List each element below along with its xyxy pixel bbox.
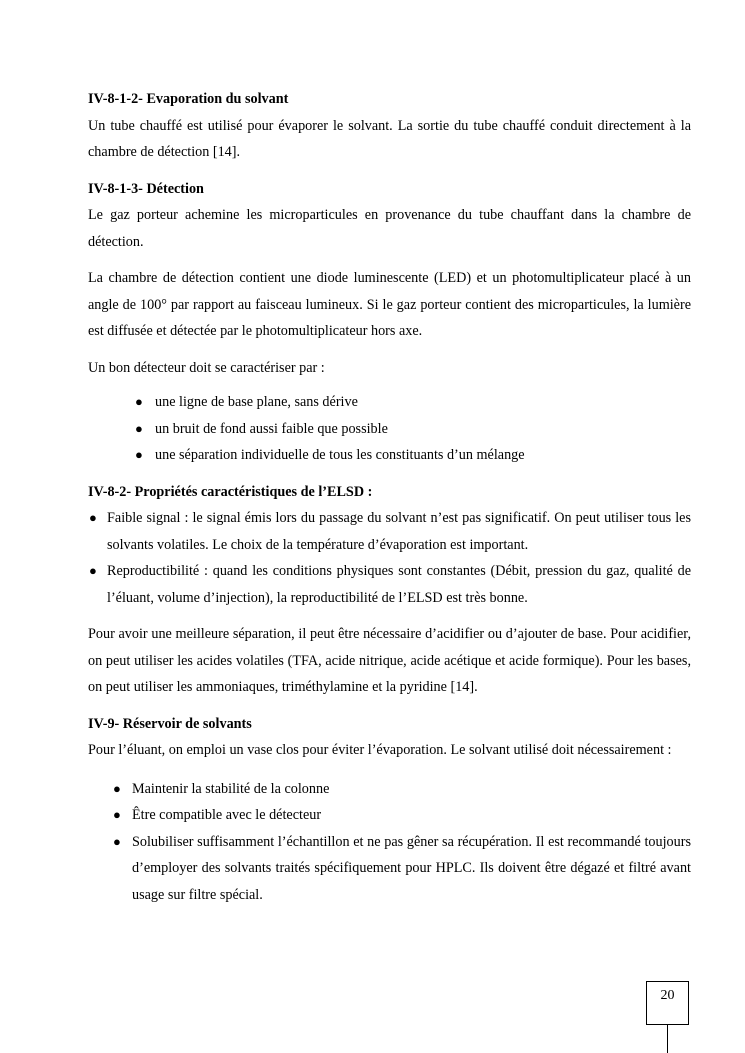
- page-number-rule: [667, 1025, 668, 1053]
- paragraph: Un tube chauffé est utilisé pour évaporer le solvant. La sortie du tube chauffé conduit directement à la chambre de détection [14].: [88, 117, 691, 160]
- paragraph: Pour l’éluant, on emploi un vase clos pour éviter l’évaporation. Le solvant utilisé doit nécessairement :: [88, 742, 672, 758]
- section-heading: IV-8-2- Propriétés caractéristiques de l’ELSD :: [88, 483, 373, 500]
- list-item-text: un bruit de fond aussi faible que possible: [155, 420, 388, 437]
- list-item: [113, 802, 691, 829]
- bullet-list: [113, 776, 691, 909]
- list-item: [89, 558, 691, 611]
- paragraph: La chambre de détection contient une diode luminescente (LED) et un photomultiplicateur placé à un angle de 100° par rapport au faisceau lumineux. Si le gaz porteur contient des microparticules, la lumière est diffusée et détectée par le photomultiplicateur hors axe.: [88, 270, 691, 339]
- list-item-text: Reproductibilité : quand les conditions physiques sont constantes (Débit, pression du gaz, qualité de l’éluant, volume d’injection), la reproductibilité de l’ELSD est très bonne.: [107, 563, 691, 606]
- list-item: [135, 442, 691, 469]
- list-item-text: Solubiliser suffisamment l’échantillon et ne pas gêner sa récupération. Il est recommandé toujours d’employer des solvants traités spécifiquement pour HPLC. Ils doivent être dégazé et filtré avant usage sur filtre spécial.: [132, 833, 691, 903]
- bullet-icon: ●: [89, 510, 97, 525]
- bullet-icon: ●: [135, 394, 143, 409]
- list-item-text: Maintenir la stabilité de la colonne: [132, 780, 330, 797]
- list-item: [135, 416, 691, 443]
- bullet-icon: ●: [135, 420, 143, 436]
- page-number: 20: [646, 981, 689, 1025]
- paragraph: Le gaz porteur achemine les microparticules en provenance du tube chauffant dans la chambre de détection.: [88, 207, 691, 250]
- list-item-text: une séparation individuelle de tous les constituants d’un mélange: [155, 447, 525, 463]
- section-heading: IV-8-1-2- Evaporation du solvant: [88, 91, 289, 107]
- list-item: [113, 776, 691, 803]
- list-item-text: une ligne de base plane, sans dérive: [155, 394, 358, 410]
- bullet-icon: ●: [113, 833, 121, 849]
- bullet-icon: ●: [113, 807, 121, 822]
- section-heading: IV-9- Réservoir de solvants: [88, 715, 252, 732]
- page-content: [88, 86, 691, 908]
- section-heading: IV-8-1-3- Détection: [88, 180, 204, 197]
- list-item: [113, 829, 691, 909]
- list-item-text: Faible signal : le signal émis lors du passage du solvant n’est pas significatif. On peut utiliser tous les solvants volatiles. Le choix de la température d’évaporation est important.: [107, 510, 691, 553]
- list-item-text: Être compatible avec le détecteur: [132, 807, 322, 823]
- paragraph: Pour avoir une meilleure séparation, il peut être nécessaire d’acidifier ou d’ajouter de base. Pour acidifier, on peut utiliser les acides volatiles (TFA, acide nitrique, acide acétique et acide formique). Pour les bases, on peut utiliser les ammoniaques, triméthylamine et la pyridine [14].: [88, 626, 691, 695]
- bullet-icon: ●: [113, 780, 121, 796]
- bullet-list: [89, 505, 691, 611]
- list-item: [89, 505, 691, 558]
- bullet-icon: ●: [89, 563, 97, 578]
- paragraph: Un bon détecteur doit se caractériser par :: [88, 359, 325, 376]
- list-item: [135, 389, 691, 416]
- bullet-icon: ●: [135, 447, 143, 462]
- bullet-list: [135, 389, 691, 469]
